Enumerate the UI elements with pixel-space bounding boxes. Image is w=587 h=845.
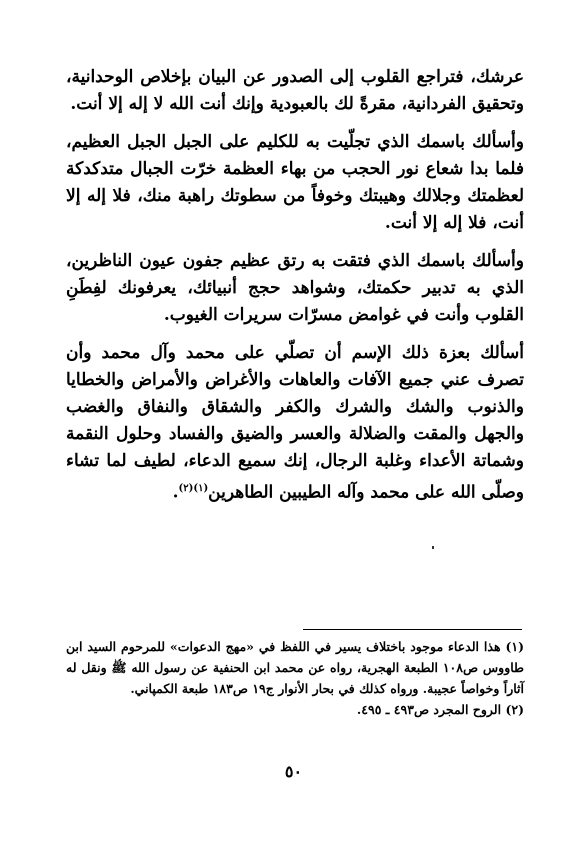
paragraph-4-text: أسألك بعزة ذلك الإسم أن تصلّي على محمد وآل محمد وأن تصرف عني جميع الآفات والعاهات والأغراض والأمراض والخطايا والذنوب والشك والشرك والكفر والشقاق والنفاق والغضب والجهل والمقت والضلالة والعسر والضيق والفساد وحلول النقمة وشماتة الأعداء وغلبة الرجال، إنك سميع الدعاء، لطيف لما تشاء وصلّى الله على محمد وآله الطيبين الطاهرين [66, 343, 524, 503]
footnote-1: (١) هذا الدعاء موجود باختلاف يسير في اللفظ في «مهج الدعوات» للمرحوم السيد ابن طاووس ص١٠٨ الطبعة الهجرية، رواه عن محمد ابن الحنفية عن رسول الله ﷺ ونقل له آثاراً وخواصاً عجيبة. ورواه كذلك في بحار الأنوار ج١٩ ص١٨٣ طبعة الكمپاني. [66, 639, 524, 696]
footnote-reference[interactable]: (١)(٢) [178, 483, 209, 494]
footnote-2: (٢) الروح المجرد ص٤٩٣ ـ ٤٩٥. [356, 702, 524, 717]
footnotes-section [66, 636, 524, 720]
paragraph-4-closing: . [172, 482, 179, 503]
footnote-separator [303, 629, 522, 630]
main-text [66, 64, 524, 507]
paragraph-2: وأسألك باسمك الذي تجلّيت به للكليم على الجبل الجبل العظيم، فلما بدا شعاع نور الحجب من بهاء العظمة خرّت الجبال متدكدكة لعظمتك وجلالك وهيبتك وخوفاً من سطوتك راهبة منك، فلا إله إلا أنت، فلا إله إلا أنت. [66, 132, 524, 233]
paragraph-4 [66, 340, 524, 507]
page-number: ٥٠ [284, 762, 303, 781]
paragraph-1: عرشك، فتراجع القلوب إلى الصدور عن البيان بإخلاص الوحدانية، وتحقيق الفردانية، مقرةً لك بالعبودية وإنك أنت الله لا إله إلا أنت. [66, 67, 524, 114]
paragraph-3: وأسألك باسمك الذي فتقت به رتق عظيم جفون عيون الناظرين، الذي به تدبير حكمتك، وشواهد حجج أنبيائك، يعرفونك لفِطَنِ القلوب وأنت في غوامض مسرّات سريرات الغيوب. [66, 251, 524, 325]
ink-speck [432, 546, 434, 549]
